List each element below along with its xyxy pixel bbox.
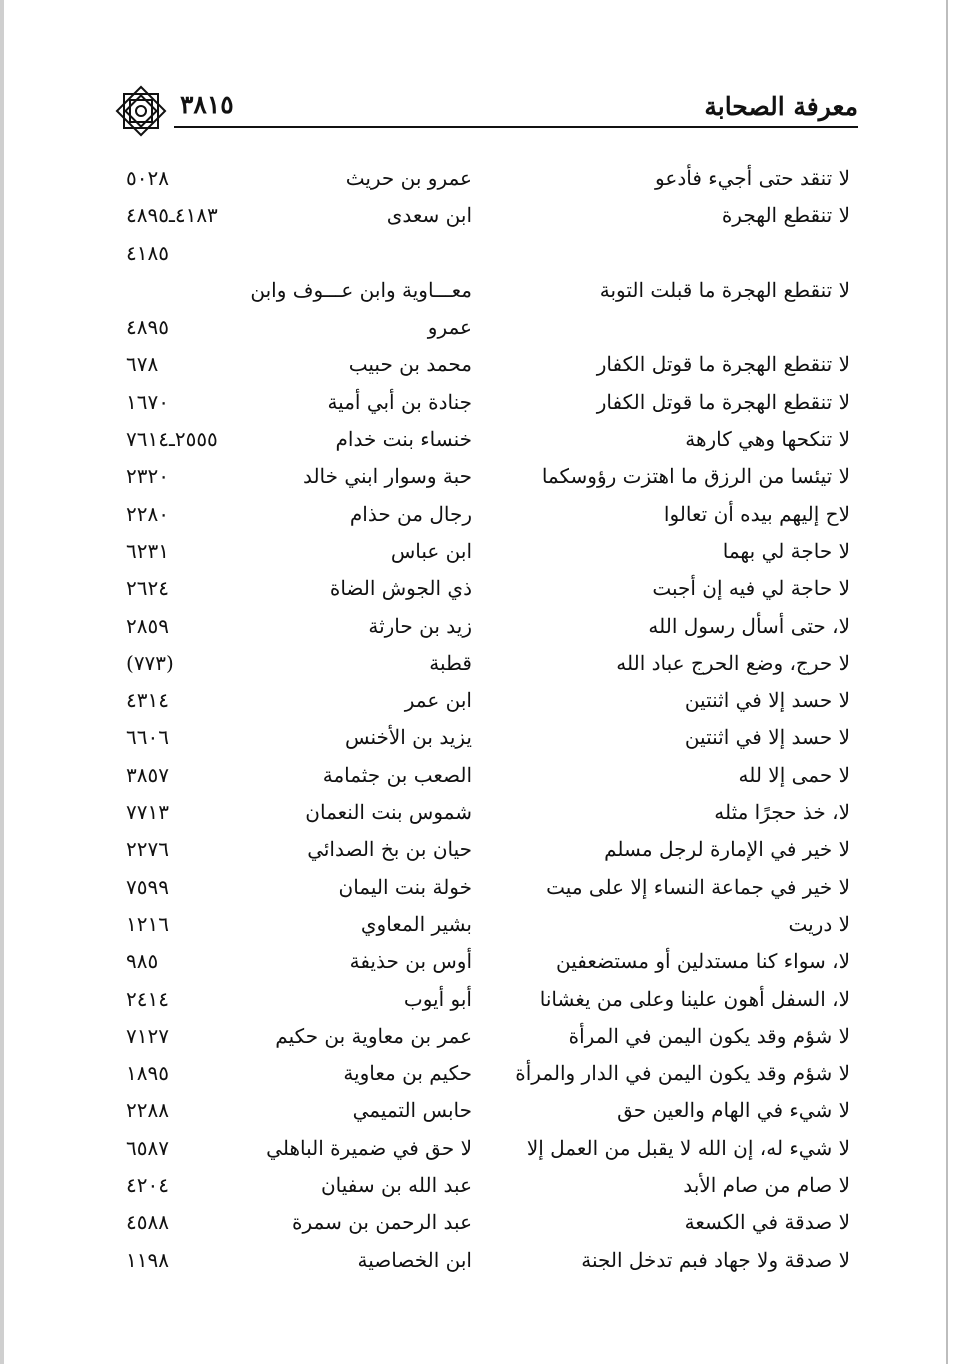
page-number: ٣٨١٥	[180, 90, 234, 119]
hadith-text: لا، خذ حجرًا مثله	[714, 800, 850, 825]
hadith-text: لا حاجة لي فيه إن أجبت	[652, 576, 850, 601]
index-row	[110, 274, 858, 311]
reference-number: ٢٢٧٦	[126, 837, 169, 862]
index-row	[110, 1132, 858, 1169]
narrator-name: عمرو	[427, 315, 472, 340]
index-row	[110, 1020, 858, 1057]
hadith-text: لا تنقطع الهجرة ما قبلت التوبة	[599, 277, 850, 302]
reference-number: ٢٥٥٥ـ٧٦١٤	[126, 427, 218, 452]
reference-number: (٧٧٣)	[126, 650, 174, 675]
reference-number: ٤١٨٥	[126, 240, 169, 265]
narrator-name: رجال من حذام	[349, 501, 472, 526]
index-row	[110, 610, 858, 647]
narrator-name: ابن عمر	[404, 688, 472, 713]
index-row	[110, 647, 858, 684]
reference-number: ٥٠٢٨	[126, 166, 169, 190]
page-header	[110, 86, 858, 130]
hadith-text: لا شؤم وقد يكون اليمن في المرأة	[568, 1023, 850, 1048]
hadith-text: لا حاجة لي بهما	[722, 538, 850, 563]
narrator-name: عبد الرحمن بن سمرة	[292, 1210, 472, 1235]
hadith-text: لا شيء له، إن الله لا يقبل من العمل إلا	[526, 1135, 850, 1160]
hadith-text: لا صدقة ولا جهاد فبم تدخل الجنة	[581, 1247, 850, 1272]
reference-number: ٧١٢٧	[126, 1023, 169, 1048]
index-row	[110, 311, 858, 348]
narrator-name: عمرو بن حريث	[345, 166, 472, 190]
narrator-name: ابن عباس	[390, 538, 472, 563]
hadith-text: لا تنقطع الهجرة	[721, 203, 850, 228]
index-row	[110, 721, 858, 758]
narrator-name: خولة بنت اليمان	[338, 874, 472, 899]
octagonal-star-ornament-icon	[110, 80, 172, 142]
narrator-name: زيد بن حارثة	[368, 613, 472, 638]
index-row	[110, 423, 858, 460]
index-row	[110, 386, 858, 423]
index-row	[110, 759, 858, 796]
reference-number: ١١٩٨	[126, 1247, 169, 1272]
reference-number: ٤١٨٣ـ٤٨٩٥	[126, 203, 218, 228]
page-edge-right	[946, 0, 948, 1364]
running-title: معرفة الصحابة	[704, 92, 858, 121]
reference-number: ٧٧١٣	[126, 800, 169, 825]
index-row	[110, 1244, 858, 1281]
index-entries	[110, 162, 858, 1281]
index-row	[110, 162, 858, 199]
hadith-text: لا شؤم وقد يكون اليمن في الدار والمرأة	[515, 1061, 850, 1086]
reference-number: ٢٨٥٩	[126, 613, 169, 638]
reference-number: ٢٢٨٨	[126, 1098, 169, 1123]
reference-number: ٧٥٩٩	[126, 874, 169, 899]
index-row	[110, 199, 858, 236]
index-row	[110, 1057, 858, 1094]
hadith-text: لا، حتى أسأل رسول الله	[648, 613, 850, 638]
hadith-text: لا حسد إلا في اثنتين	[684, 688, 850, 713]
hadith-text: لا، سواء كنا مستدلين أو مستضعفين	[556, 949, 850, 974]
index-row	[110, 1169, 858, 1206]
hadith-text: لا تنقد حتى أجيء فأدعو	[655, 166, 850, 190]
reference-number: ٢٦٢٤	[126, 576, 169, 601]
narrator-name: قطبة	[429, 650, 472, 675]
hadith-text: لا خير في الإمارة لرجل مسلم	[604, 837, 850, 862]
narrator-name: عبد الله بن سفيان	[320, 1173, 472, 1198]
narrator-name: يزيد بن الأخنس	[344, 725, 472, 750]
index-row	[110, 983, 858, 1020]
hadith-text: لا تنكحها وهي كارهة	[685, 427, 850, 452]
reference-number: ٣٨٥٧	[126, 762, 169, 787]
reference-number: ٤٨٩٥	[126, 315, 169, 340]
index-row	[110, 684, 858, 721]
hadith-text: لا تنقطع الهجرة ما قوتل الكفار	[596, 352, 850, 377]
narrator-name: جنادة بن أبي أمية	[327, 389, 472, 414]
narrator-name: أوس بن حذيفة	[349, 949, 472, 974]
hadith-text: لا حسد إلا في اثنتين	[684, 725, 850, 750]
hadith-text: لا تيئسا من الرزق ما اهتزت رؤوسكما	[541, 464, 850, 489]
index-row	[110, 833, 858, 870]
reference-number: ٤٥٨٨	[126, 1210, 169, 1235]
reference-number: ١٦٧٠	[126, 389, 169, 414]
reference-number: ٤٢٠٤	[126, 1173, 169, 1198]
reference-number: ٩٨٥	[126, 949, 159, 974]
narrator-name: شموس بنت النعمان	[305, 800, 472, 825]
narrator-name: حبة وسوار ابني خالد	[302, 464, 472, 489]
index-row	[110, 871, 858, 908]
narrator-name: ذي الجوش الضاة	[329, 576, 472, 601]
index-row	[110, 908, 858, 945]
hadith-text: لا حمى إلا لله	[738, 762, 850, 787]
index-row	[110, 572, 858, 609]
hadith-text: لا دريت	[788, 911, 850, 936]
header-rule	[174, 126, 858, 128]
reference-number: ٦٧٨	[126, 352, 159, 377]
hadith-text: لا شيء في الهام والعين حق	[617, 1098, 850, 1123]
index-row	[110, 1206, 858, 1243]
reference-number: ١٢١٦	[126, 911, 169, 936]
index-row	[110, 796, 858, 833]
narrator-name: بشير المعاوي	[360, 911, 472, 936]
index-row	[110, 348, 858, 385]
narrator-name: محمد بن حبيب	[348, 352, 472, 377]
reference-number: ٦٥٨٧	[126, 1135, 169, 1160]
hadith-text: لا تنقطع الهجرة ما قوتل الكفار	[596, 389, 850, 414]
reference-number: ٢٣٢٠	[126, 464, 169, 489]
narrator-name: أبو أيوب	[403, 986, 472, 1011]
reference-number: ٦٢٣١	[126, 538, 169, 563]
narrator-name: الصعب بن جثمامة	[322, 762, 472, 787]
index-row	[110, 498, 858, 535]
hadith-text: لا حرج، وضع الحرج عباد الله	[616, 650, 850, 675]
narrator-name: حيان بن بخ الصدائي	[307, 837, 472, 862]
hadith-text: لاح إليهم بيده أن تعالوا	[663, 501, 850, 526]
index-row	[110, 1094, 858, 1131]
hadith-text: لا خير في جماعة النساء إلا على ميت	[546, 874, 850, 899]
hadith-text: لا، السفل أهون علينا وعلى من يغشانا	[539, 986, 850, 1011]
hadith-text: لا صام من صام الأبد	[683, 1173, 850, 1198]
index-row	[110, 237, 858, 274]
index-row	[110, 945, 858, 982]
narrator-name: حابس التميمي	[352, 1098, 472, 1123]
index-row	[110, 535, 858, 572]
reference-number: ٤٣١٤	[126, 688, 169, 713]
reference-number: ٢٤١٤	[126, 986, 169, 1011]
narrator-name: خنساء بنت خدام	[335, 427, 472, 452]
index-row	[110, 460, 858, 497]
reference-number: ١٨٩٥	[126, 1061, 169, 1086]
narrator-name: معـــاوية وابن عـــوف وابن	[250, 277, 472, 302]
narrator-name: ابن سعدى	[386, 203, 472, 228]
narrator-name: ابن الخصاصية	[357, 1247, 472, 1272]
narrator-name: لا حق في ضميرة الباهلي	[266, 1135, 472, 1160]
narrator-name: حكيم بن معاوية	[343, 1061, 472, 1086]
narrator-name: عمر بن معاوية بن حكيم	[275, 1023, 472, 1048]
page-edge-left	[0, 0, 4, 1364]
hadith-text: لا صدقة في الكسعة	[684, 1210, 850, 1235]
reference-number: ٦٦٠٦	[126, 725, 169, 750]
reference-number: ٢٢٨٠	[126, 501, 169, 526]
